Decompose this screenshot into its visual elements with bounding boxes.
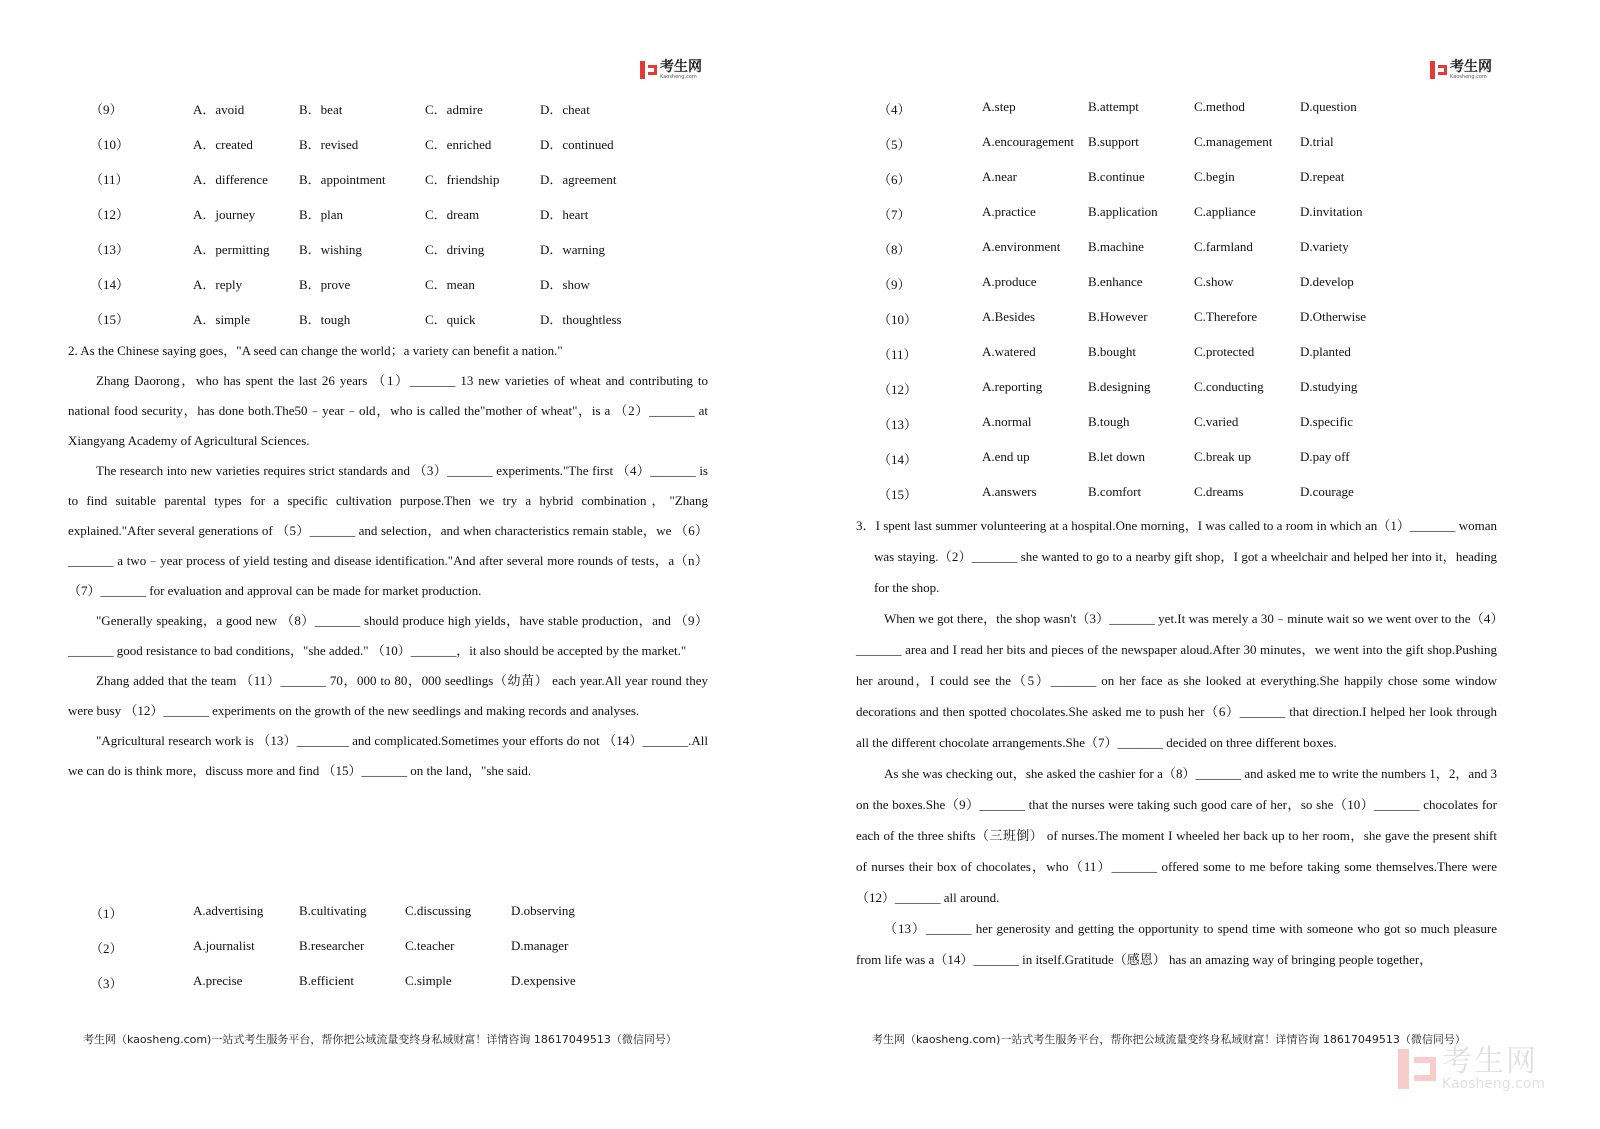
option-number: （15） — [90, 312, 130, 327]
option-number: （14） — [90, 277, 130, 292]
option-d: D.variety — [1300, 239, 1349, 254]
passage-2-heading: 2. As the Chinese saying goes，"A seed can change the world；a variety can benefit a nation." — [68, 343, 563, 358]
option-a: A.produce — [982, 274, 1037, 289]
passage-2-paragraph: Zhang Daorong，who has spent the last 26 years （1）_______ 13 new varieties of wheat and contributing to national food security，has done both.The50﹣year﹣old，who is called the"mother of wheat"，is a （2）_______ at Xiangyang Academy of Agricultural Sciences. — [68, 373, 708, 448]
option-a: A.answers — [982, 484, 1037, 499]
brand-logo — [640, 60, 702, 80]
watermark — [1398, 1044, 1545, 1092]
option-b: B．appointment — [299, 172, 386, 187]
passage-3-paragraph: As she was checking out，she asked the cashier for a（8）_______ and asked me to write the numbers 1，2，and 3 on the boxes.She（9）_______ that the nurses were taking such good care of her，so she（10）_______ chocolates for each of the three shifts（三班倒） of nurses.The moment I wheeled her back up to her room，she gave the present shift of nurses their box of chocolates，who（11）_______ offered some to me before taking some themselves.There were（12）_______ all around. — [856, 766, 1497, 905]
option-b: B.enhance — [1088, 274, 1143, 289]
option-b: B.However — [1088, 309, 1148, 324]
option-a: A．permitting — [193, 242, 270, 257]
option-c: C.conducting — [1194, 379, 1264, 394]
footer-text: 考生网（kaosheng.com)一站式考生服务平台，帮你把公域流量变终身私域财富！详情咨询 18617049513（微信同号） — [872, 1033, 1466, 1046]
option-number: （12） — [878, 382, 918, 397]
option-a: A．simple — [193, 312, 251, 327]
option-a: A.precise — [193, 973, 243, 988]
option-c: C.dreams — [1194, 484, 1244, 499]
option-d: D.Otherwise — [1300, 309, 1367, 324]
option-c: C.appliance — [1194, 204, 1256, 219]
option-b: B.machine — [1088, 239, 1144, 254]
option-c: C.management — [1194, 134, 1273, 149]
brand-domain: Kaosheng.com — [660, 74, 697, 80]
option-b: B.researcher — [299, 938, 365, 953]
passage-3-paragraph: When we got there，the shop wasn't（3）_______ yet.It was merely a 30﹣minute wait so we went over to the（4）_______ area and I read her bits and pieces of the newspaper aloud.After 30 minutes，we went into the gift shop.Pushing her around，I could see the（5）_______ on her face as she looked at everything.She happily chose some window decorations and then spotted chocolates.She asked me to push her（6）_______ that direction.I helped her look through all the different chocolate arrangements.She（7）_______ decided on three different boxes. — [856, 611, 1497, 750]
watermark-name: 考生网 — [1442, 1044, 1539, 1079]
option-c: C.Therefore — [1194, 309, 1258, 324]
brand-name: 考生网 — [1450, 59, 1492, 75]
option-c: C．mean — [425, 277, 475, 292]
option-number: （3） — [90, 976, 123, 991]
option-b: B.let down — [1088, 449, 1146, 464]
brand-logo — [1430, 60, 1492, 80]
option-d: D．warning — [540, 242, 605, 257]
option-b: B.continue — [1088, 169, 1145, 184]
footer-text: 考生网（kaosheng.com)一站式考生服务平台，帮你把公域流量变终身私域财富！详情咨询 18617049513（微信同号） — [83, 1033, 677, 1046]
option-d: D．agreement — [540, 172, 617, 187]
option-a: A.Besides — [982, 309, 1036, 324]
option-b: B．revised — [299, 137, 359, 152]
option-d: D.expensive — [511, 973, 576, 988]
option-a: A.near — [982, 169, 1018, 184]
option-a: A.advertising — [193, 903, 264, 918]
option-c: C.method — [1194, 99, 1245, 114]
option-a: A.end up — [982, 449, 1030, 464]
passage-3-paragraph: （13）_______ her generosity and getting the opportunity to spend time with someone who got so much pleasure from life was a（14）_______ in itself.Gratitude（感恩） has an amazing way of bringing people together， — [856, 921, 1497, 967]
option-c: C.show — [1194, 274, 1234, 289]
option-d: D.pay off — [1300, 449, 1350, 464]
option-a: A.practice — [982, 204, 1036, 219]
option-b: B.application — [1088, 204, 1158, 219]
option-number: （11） — [878, 347, 917, 362]
option-b: B．prove — [299, 277, 351, 292]
option-number: （7） — [878, 207, 911, 222]
option-number: （2） — [90, 941, 123, 956]
option-number: （6） — [878, 172, 911, 187]
option-a: A.environment — [982, 239, 1061, 254]
option-a: A．reply — [193, 277, 243, 292]
option-b: B.support — [1088, 134, 1139, 149]
option-d: D.specific — [1300, 414, 1354, 429]
watermark-logo-icon — [1398, 1049, 1438, 1089]
option-a: A.step — [982, 99, 1016, 114]
brand-name: 考生网 — [660, 59, 702, 75]
right-page — [800, 0, 1600, 1129]
passage-2-paragraph: "Generally speaking，a good new （8）_______ should produce high yields，have stable production，and （9）_______ good resistance to bad conditions，"she added." （10）_______，it also should be accepted by the market." — [68, 613, 708, 658]
option-d: D.courage — [1300, 484, 1354, 499]
option-number: （11） — [90, 172, 129, 187]
option-b: B．wishing — [299, 242, 362, 257]
option-b: B．tough — [299, 312, 351, 327]
passage-2-paragraph: Zhang added that the team （11）_______ 70，000 to 80，000 seedlings（幼苗） each year.All year round they were busy （12）_______ experiments on the growth of the new seedlings and making records and analyses. — [68, 673, 708, 718]
option-number: （10） — [90, 137, 130, 152]
option-number: （9） — [878, 277, 911, 292]
brand-logo-icon — [640, 61, 658, 79]
option-d: D．heart — [540, 207, 589, 222]
option-d: D.observing — [511, 903, 575, 918]
option-c: C.break up — [1194, 449, 1252, 464]
option-c: C.begin — [1194, 169, 1235, 184]
option-a: A.normal — [982, 414, 1032, 429]
option-number: （5） — [878, 137, 911, 152]
option-b: B.attempt — [1088, 99, 1139, 114]
option-c: C.teacher — [405, 938, 455, 953]
option-a: A.reporting — [982, 379, 1043, 394]
option-b: B.comfort — [1088, 484, 1142, 499]
option-a: A．avoid — [193, 102, 245, 117]
option-d: D．continued — [540, 137, 614, 152]
option-b: B.bought — [1088, 344, 1137, 359]
option-c: C．driving — [425, 242, 485, 257]
passage-3-first-paragraph: 3．I spent last summer volunteering at a hospital.One morning，I was called to a room in which an（1）_______ woman was staying.（2）_______ she wanted to go to a nearby gift shop，I got a wheelchair and helped her into it，heading for the shop. — [856, 518, 1497, 595]
option-number: （9） — [90, 102, 123, 117]
option-c: C．friendship — [425, 172, 500, 187]
option-a: A．difference — [193, 172, 268, 187]
option-d: D.develop — [1300, 274, 1354, 289]
option-number: （14） — [878, 452, 918, 467]
brand-domain: Kaosheng.com — [1450, 74, 1487, 80]
option-a: A.encouragement — [982, 134, 1075, 149]
option-c: C．dream — [425, 207, 480, 222]
option-b: B.tough — [1088, 414, 1130, 429]
option-c: C．quick — [425, 312, 476, 327]
option-c: C.protected — [1194, 344, 1255, 359]
option-d: D．show — [540, 277, 590, 292]
option-number: （13） — [90, 242, 130, 257]
option-d: D.trial — [1300, 134, 1334, 149]
brand-logo-icon — [1430, 61, 1448, 79]
option-number: （15） — [878, 487, 918, 502]
option-d: D.studying — [1300, 379, 1358, 394]
option-a: A.journalist — [193, 938, 255, 953]
option-d: D．cheat — [540, 102, 590, 117]
option-d: D.repeat — [1300, 169, 1345, 184]
option-c: C.simple — [405, 973, 452, 988]
option-number: （10） — [878, 312, 918, 327]
passage-2 — [68, 336, 708, 786]
option-c: C.discussing — [405, 903, 472, 918]
option-number: （8） — [878, 242, 911, 257]
option-d: D.manager — [511, 938, 569, 953]
option-d: D.question — [1300, 99, 1357, 114]
option-c: C.farmland — [1194, 239, 1253, 254]
option-a: A.watered — [982, 344, 1036, 359]
option-c: C．enriched — [425, 137, 492, 152]
option-d: D．thoughtless — [540, 312, 622, 327]
option-b: B．beat — [299, 102, 343, 117]
option-a: A．journey — [193, 207, 256, 222]
option-c: C.varied — [1194, 414, 1239, 429]
option-c: C．admire — [425, 102, 483, 117]
option-number: （1） — [90, 906, 123, 921]
option-number: （12） — [90, 207, 130, 222]
option-a: A．created — [193, 137, 253, 152]
passage-2-paragraph: The research into new varieties requires strict standards and （3）_______ experiments."The first （4）_______ is to find suitable parental types for a specific cultivation purpose.Then we try a hybrid combination，"Zhang explained."After several generations of （5）_______ and selection，and when characteristics remain stable，we （6）_______ a two﹣year process of yield testing and disease identification."And after several more rounds of tests，a（n） （7）_______ for evaluation and approval can be made for market production. — [68, 463, 708, 598]
option-b: B．plan — [299, 207, 344, 222]
option-d: D.planted — [1300, 344, 1351, 359]
passage-2-paragraph: "Agricultural research work is （13）________ and complicated.Sometimes your efforts do not （14）_______.All we can do is think more，discuss more and find （15）_______ on the land，"she said. — [68, 733, 708, 778]
option-number: （4） — [878, 102, 911, 117]
option-b: B.designing — [1088, 379, 1151, 394]
passage-3 — [856, 510, 1497, 975]
option-d: D.invitation — [1300, 204, 1363, 219]
option-b: B.cultivating — [299, 903, 367, 918]
watermark-domain: Kaosheng.com — [1442, 1076, 1545, 1092]
option-b: B.efficient — [299, 973, 354, 988]
option-number: （13） — [878, 417, 918, 432]
